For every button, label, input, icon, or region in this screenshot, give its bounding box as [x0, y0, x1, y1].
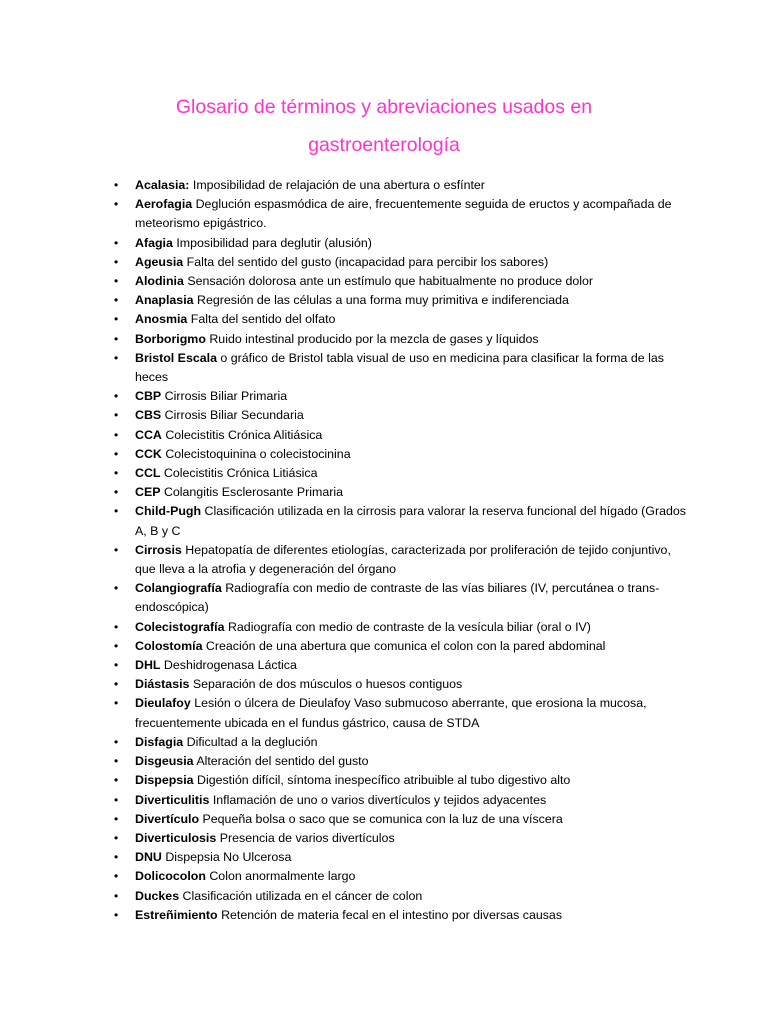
list-item — [114, 234, 694, 253]
glossary-term: Colecistografía — [135, 619, 225, 634]
glossary-term: Diástasis — [135, 677, 190, 692]
list-item — [114, 887, 694, 906]
list-item — [114, 445, 694, 464]
bullet-icon: • — [114, 811, 119, 826]
glossary-term: Diverticulosis — [135, 830, 217, 845]
glossary-definition: Colon anormalmente largo — [209, 869, 356, 884]
bullet-icon: • — [114, 869, 119, 884]
glossary-definition: Alteración del sentido del gusto — [196, 754, 369, 769]
bullet-icon: • — [114, 178, 119, 192]
list-item — [114, 464, 694, 483]
list-item — [114, 618, 694, 637]
list-item — [114, 502, 694, 540]
bullet-icon: • — [114, 638, 119, 653]
list-item — [114, 656, 694, 675]
glossary-definition: Colecistoquinina o colecistocinina — [165, 446, 351, 461]
glossary-definition: Presencia de varios divertículos — [219, 830, 395, 845]
glossary-term: Colostomía — [135, 638, 203, 653]
glossary-definition: Radiografía con medio de contraste de las vías biliares (IV, percutánea o trans-endoscópica) — [135, 581, 660, 615]
glossary-definition: Imposibilidad de relajación de una abertura o esfínter — [192, 178, 485, 192]
bullet-icon: • — [114, 792, 119, 807]
title-line-1: Glosario de términos y abreviaciones usados en — [175, 96, 593, 118]
list-item — [114, 733, 694, 752]
glossary-term: DHL — [135, 658, 161, 673]
bullet-icon: • — [114, 235, 119, 250]
list-item — [114, 829, 694, 848]
glossary-definition: Dificultad a la deglución — [186, 734, 318, 749]
glossary-definition: Cirrosis Biliar Primaria — [164, 389, 288, 404]
glossary-definition: Sensación dolorosa ante un estímulo que habitualmente no produce dolor — [187, 274, 594, 289]
glossary-definition: Falta del sentido del olfato — [190, 312, 336, 327]
list-item — [114, 579, 694, 617]
glossary-definition: Regresión de las células a una forma muy primitiva e indiferenciada — [197, 293, 569, 308]
glossary-definition: Separación de dos músculos o huesos contiguos — [192, 677, 463, 692]
glossary-term: Colangiografía — [135, 581, 222, 596]
glossary-definition: Dispepsia No Ulcerosa — [165, 850, 292, 865]
glossary-definition: Deshidrogenasa Láctica — [163, 658, 297, 673]
glossary-definition: Creación de una abertura que comunica el colon con la pared abdominal — [205, 638, 606, 653]
glossary-term: CCA — [135, 427, 162, 442]
glossary-term: Anaplasia — [135, 293, 194, 308]
glossary-term: DNU — [135, 850, 162, 865]
bullet-icon: • — [114, 274, 119, 289]
bullet-icon: • — [114, 331, 119, 346]
glossary-term: Dieulafoy — [135, 696, 191, 711]
bullet-icon: • — [114, 485, 119, 500]
bullet-icon: • — [114, 542, 119, 557]
glossary-term: Alodinia — [135, 274, 184, 289]
glossary-definition: Ruido intestinal producido por la mezcla de gases y líquidos — [209, 331, 539, 346]
glossary-definition: Clasificación utilizada en la cirrosis para valorar la reserva funcional del hígado (Grados A, B y C — [135, 504, 686, 538]
glossary-term: Cirrosis — [135, 542, 182, 557]
glossary-term: Bristol Escala — [135, 350, 217, 365]
list-item — [114, 637, 694, 656]
bullet-icon: • — [114, 619, 119, 634]
bullet-icon: • — [114, 350, 119, 365]
page-title — [0, 88, 768, 164]
bullet-icon: • — [114, 446, 119, 461]
glossary-definition: Colangitis Esclerosante Primaria — [163, 485, 343, 500]
list-item — [114, 771, 694, 790]
bullet-icon: • — [114, 389, 119, 404]
glossary-definition: Pequeña bolsa o saco que se comunica con la luz de una víscera — [202, 811, 563, 826]
glossary-term: Anosmia — [135, 312, 188, 327]
bullet-icon: • — [114, 312, 119, 327]
bullet-icon: • — [114, 427, 119, 442]
glossary-definition: Retención de materia fecal en el intestino por diversas causas — [221, 907, 563, 922]
glossary-term: Estreñimiento — [135, 907, 218, 922]
list-item — [114, 810, 694, 829]
glossary-definition: Radiografía con medio de contraste de la vesícula biliar (oral o IV) — [227, 619, 591, 634]
glossary-term: Borborigmo — [135, 331, 206, 346]
list-item — [114, 291, 694, 310]
glossary-term: Disfagia — [135, 734, 184, 749]
bullet-icon: • — [114, 254, 119, 269]
glossary-term: CCL — [135, 466, 161, 481]
list-item — [114, 791, 694, 810]
glossary-term: Divertículo — [135, 811, 200, 826]
glossary-term: Dolicocolon — [135, 869, 206, 884]
list-item — [114, 272, 694, 291]
glossary-list — [114, 176, 694, 925]
glossary-term: Duckes — [135, 888, 180, 903]
list-item — [114, 675, 694, 694]
list-item — [114, 541, 694, 579]
glossary-definition: Cirrosis Biliar Secundaria — [164, 408, 304, 423]
glossary-definition: Inflamación de uno o varios divertículos y tejidos adyacentes — [212, 792, 547, 807]
list-item — [114, 848, 694, 867]
glossary-definition: Clasificación utilizada en el cáncer de colon — [182, 888, 423, 903]
bullet-icon: • — [114, 466, 119, 481]
list-item — [114, 310, 694, 329]
list-item — [114, 426, 694, 445]
glossary-definition: o gráfico de Bristol tabla visual de uso en medicina para clasificar la forma de las heces — [135, 350, 664, 385]
glossary-definition: Falta del sentido del gusto (incapacidad para percibir los sabores) — [186, 254, 549, 269]
bullet-icon: • — [114, 677, 119, 692]
list-item — [114, 330, 694, 349]
list-item — [114, 349, 694, 387]
list-item — [114, 483, 694, 502]
glossary-term: CBS — [135, 408, 162, 423]
glossary-term: CEP — [135, 485, 161, 500]
bullet-icon: • — [114, 850, 119, 865]
bullet-icon: • — [114, 734, 119, 749]
glossary-term: Child-Pugh — [135, 504, 202, 519]
list-item — [114, 253, 694, 272]
glossary-definition: Hepatopatía de diferentes etiologías, caracterizada por proliferación de tejido conjuntivo, que lleva a la atrofia y degeneración del órgano — [135, 542, 671, 577]
glossary-term: Diverticulitis — [135, 792, 210, 807]
glossary-definition: Colecistitis Crónica Litiásica — [163, 466, 318, 481]
glossary-term: CCK — [135, 446, 162, 461]
list-item — [114, 406, 694, 425]
glossary-term: Dispepsia — [135, 773, 194, 788]
bullet-icon: • — [114, 888, 119, 903]
glossary-definition: Lesión o úlcera de Dieulafoy Vaso submucoso aberrante, que erosiona la mucosa, frecuentemente ubicada en el fundus gástrico, causa de STDA — [135, 696, 647, 730]
glossary-term: Acalasia: — [135, 178, 190, 192]
bullet-icon: • — [114, 293, 119, 308]
glossary-term: Aerofagia — [135, 197, 193, 212]
glossary-term: CBP — [135, 389, 162, 404]
list-item — [114, 195, 694, 233]
glossary-definition: Digestión difícil, síntoma inespecífico atribuible al tubo digestivo alto — [197, 773, 571, 788]
bullet-icon: • — [114, 696, 119, 711]
bullet-icon: • — [114, 773, 119, 788]
bullet-icon: • — [114, 504, 119, 519]
bullet-icon: • — [114, 408, 119, 423]
list-item — [114, 694, 694, 732]
glossary-term: Afagia — [135, 235, 173, 250]
glossary-term: Disgeusia — [135, 754, 194, 769]
list-item — [114, 387, 694, 406]
bullet-icon: • — [114, 754, 119, 769]
list-item — [114, 867, 694, 886]
title-line-2: gastroenterología — [308, 134, 460, 156]
glossary-definition: Colecistitis Crónica Alitiásica — [165, 427, 323, 442]
bullet-icon: • — [114, 658, 119, 673]
list-item — [114, 752, 694, 771]
bullet-icon: • — [114, 830, 119, 845]
list-item — [114, 906, 694, 925]
glossary-definition: Imposibilidad para deglutir (alusión) — [176, 235, 372, 250]
bullet-icon: • — [114, 907, 119, 922]
bullet-icon: • — [114, 197, 119, 212]
bullet-icon: • — [114, 581, 119, 596]
list-item — [114, 176, 694, 195]
glossary-term: Ageusia — [135, 254, 184, 269]
glossary-definition: Deglución espasmódica de aire, frecuentemente seguida de eructos y acompañada de meteorismo epigástrico. — [135, 197, 672, 231]
